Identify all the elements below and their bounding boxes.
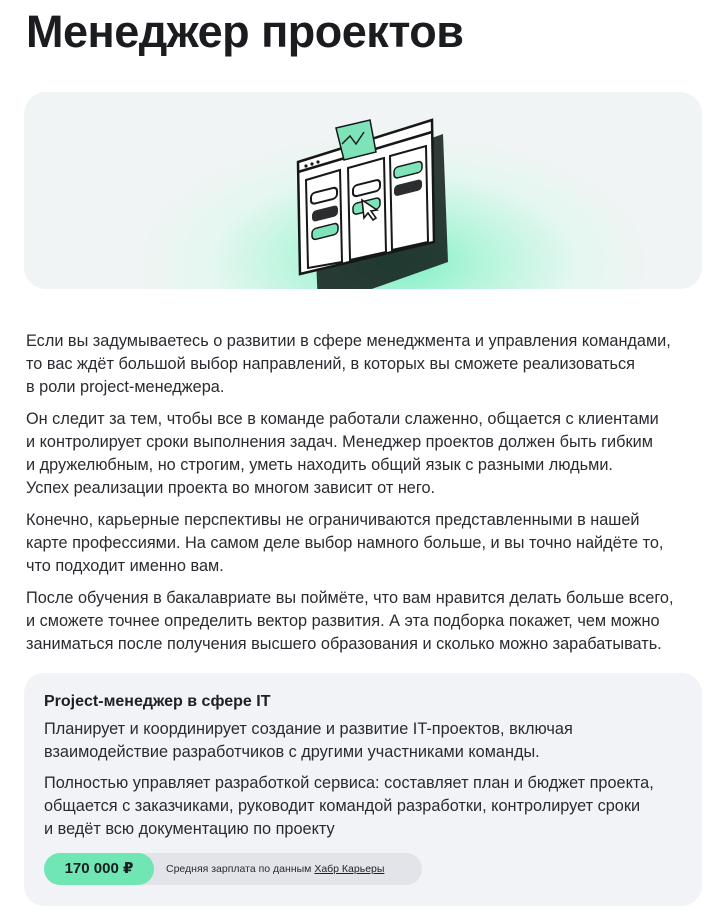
hero-banner [24, 92, 702, 289]
kanban-board-icon [24, 92, 702, 289]
article-paragraph: Он следит за тем, чтобы все в команде работали слаженно, общается с клиентами и контролирует сроки выполнения задач. Менеджер проектов должен быть гибким и дружелюбным, но строгим, уметь находить общий язык с разными людьми. Успех реализации проекта во многом зависит от него. [26, 410, 659, 497]
article-paragraph: Если вы задумываетесь о развитии в сфере менеджмента и управления командами, то вас ждёт большой выбор направлений, в которых вы сможете реализоваться в роли project-менеджера. [26, 332, 671, 396]
card-title: Project-менеджер в сфере IT [44, 693, 271, 710]
profession-card [24, 673, 702, 906]
card-body [44, 718, 684, 849]
article-paragraph: После обучения в бакалавриате вы поймёте, что вам нравится делать больше всего, и сможете точнее определить вектор развития. А эта подборка покажет, чем можно заниматься после получения высшего образования и сколько можно зарабатывать. [26, 589, 674, 653]
card-paragraph: Планирует и координирует создание и развитие IT-проектов, включая взаимодействие разработчиков с другими участниками команды. [44, 720, 573, 761]
page-title: Менеджер проектов [26, 6, 464, 57]
article-text [26, 330, 698, 665]
salary-caption-pill [124, 853, 422, 885]
salary-caption: Средняя зарплата по данным [166, 863, 315, 875]
card-paragraph: Полностью управляет разработкой сервиса: составляет план и бюджет проекта, общается с заказчиками, руководит командой разработки, контролирует сроки и ведёт всю документацию по проекту [44, 774, 654, 838]
article-paragraph: Конечно, карьерные перспективы не ограничиваются представленными в нашей карте профессиями. На самом деле выбор намного больше, и вы точно найдёте то, что подходит именно вам. [26, 511, 664, 575]
salary-source-link[interactable]: Хабр Карьеры [314, 863, 385, 875]
salary-badge: 170 000 ₽ [44, 853, 154, 885]
